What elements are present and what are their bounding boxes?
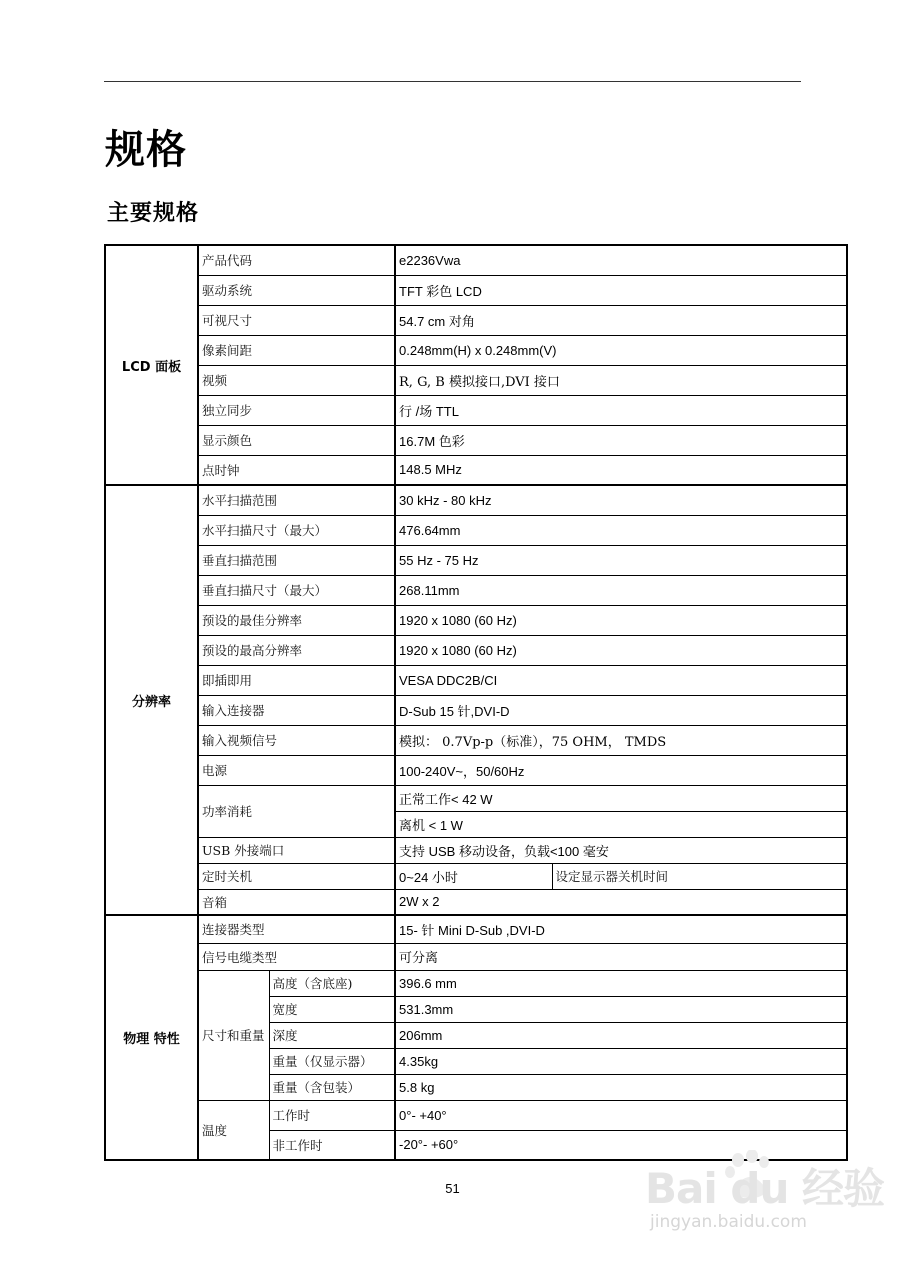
spec-value: R, G, B 模拟接口,DVI 接口 (395, 365, 847, 395)
spec-value: 支持 USB 移动设备，负载<100 毫安 (395, 837, 847, 863)
spec-value: 0~24 小时 (395, 863, 552, 889)
table-row (105, 485, 847, 515)
spec-value: 4.35kg (395, 1048, 847, 1074)
spec-value: 268.11mm (395, 575, 847, 605)
spec-value: 0.248mm(H) x 0.248mm(V) (395, 335, 847, 365)
spec-label: 预设的最佳分辨率 (198, 605, 395, 635)
spec-label: 连接器类型 (198, 915, 395, 943)
spec-group-label: 温度 (198, 1100, 269, 1160)
spec-value: 离机 < 1 W (395, 811, 847, 837)
spec-label: 可视尺寸 (198, 305, 395, 335)
spec-value: D-Sub 15 针,DVI-D (395, 695, 847, 725)
spec-value: 16.7M 色彩 (395, 425, 847, 455)
table-row (105, 635, 847, 665)
spec-value: 100-240V~，50/60Hz (395, 755, 847, 785)
spec-value: 55 Hz - 75 Hz (395, 545, 847, 575)
table-row (105, 970, 847, 996)
header-rule (104, 81, 801, 82)
spec-value: VESA DDC2B/CI (395, 665, 847, 695)
watermark-brand: Bai du 经验 (645, 1164, 884, 1213)
table-row (105, 545, 847, 575)
spec-value: 行 /场 TTL (395, 395, 847, 425)
spec-label: 信号电缆类型 (198, 943, 395, 970)
spec-label: 深度 (269, 1022, 395, 1048)
spec-value: 531.3mm (395, 996, 847, 1022)
spec-group-label: 尺寸和重量 (198, 970, 269, 1100)
table-row (105, 1100, 847, 1130)
spec-table (104, 244, 848, 1161)
spec-label: 功率消耗 (198, 785, 395, 837)
spec-value: e2236Vwa (395, 245, 847, 275)
table-row (105, 425, 847, 455)
spec-label: 像素间距 (198, 335, 395, 365)
spec-label: 垂直扫描尺寸（最大） (198, 575, 395, 605)
spec-label: 定时关机 (198, 863, 395, 889)
spec-label: 输入连接器 (198, 695, 395, 725)
category-lcd: LCD 面板 (105, 245, 198, 485)
spec-value: 模拟： 0.7Vp-p（标准），75 OHM， TMDS (395, 725, 847, 755)
spec-value: 30 kHz - 80 kHz (395, 485, 847, 515)
table-row (105, 335, 847, 365)
category-physical: 物理 特性 (105, 915, 198, 1160)
spec-value: 396.6 mm (395, 970, 847, 996)
spec-label: 高度（含底座) (269, 970, 395, 996)
table-row (105, 365, 847, 395)
table-row (105, 575, 847, 605)
spec-label: USB 外接端口 (198, 837, 395, 863)
table-row (105, 305, 847, 335)
spec-label: 驱动系统 (198, 275, 395, 305)
spec-label: 重量（含包装） (269, 1074, 395, 1100)
spec-value: 1920 x 1080 (60 Hz) (395, 635, 847, 665)
table-row (105, 785, 847, 811)
spec-value: TFT 彩色 LCD (395, 275, 847, 305)
page-number: 51 (445, 1181, 460, 1196)
table-row (105, 863, 847, 889)
spec-label: 产品代码 (198, 245, 395, 275)
section-title: 主要规格 (107, 201, 200, 226)
table-row (105, 889, 847, 915)
spec-value: 5.8 kg (395, 1074, 847, 1100)
spec-value: -20°- +60° (395, 1130, 847, 1160)
spec-value: 206mm (395, 1022, 847, 1048)
spec-value: 148.5 MHz (395, 455, 847, 485)
spec-value: 可分离 (395, 943, 847, 970)
spec-label: 即插即用 (198, 665, 395, 695)
spec-value: 1920 x 1080 (60 Hz) (395, 605, 847, 635)
spec-label: 工作时 (269, 1100, 395, 1130)
spec-value: 476.64mm (395, 515, 847, 545)
spec-note: 设定显示器关机时间 (552, 863, 847, 889)
table-row (105, 725, 847, 755)
table-row (105, 665, 847, 695)
page-title: 规格 (105, 127, 187, 173)
table-row (105, 915, 847, 943)
spec-label: 重量（仅显示器） (269, 1048, 395, 1074)
table-row (105, 605, 847, 635)
table-row (105, 943, 847, 970)
spec-value: 0°- +40° (395, 1100, 847, 1130)
spec-label: 点时钟 (198, 455, 395, 485)
spec-label: 垂直扫描范围 (198, 545, 395, 575)
watermark-url: jingyan.baidu.com (650, 1212, 807, 1232)
spec-label: 水平扫描范围 (198, 485, 395, 515)
spec-label: 非工作时 (269, 1130, 395, 1160)
spec-label: 显示颜色 (198, 425, 395, 455)
spec-label: 输入视频信号 (198, 725, 395, 755)
spec-value: 2W x 2 (395, 889, 847, 915)
spec-label: 预设的最高分辨率 (198, 635, 395, 665)
spec-label: 宽度 (269, 996, 395, 1022)
spec-label: 视频 (198, 365, 395, 395)
table-row (105, 245, 847, 275)
table-row (105, 837, 847, 863)
category-resolution: 分辨率 (105, 485, 198, 915)
table-row (105, 755, 847, 785)
table-row (105, 455, 847, 485)
spec-label: 水平扫描尺寸（最大） (198, 515, 395, 545)
spec-value: 正常工作< 42 W (395, 785, 847, 811)
spec-label: 电源 (198, 755, 395, 785)
table-row (105, 275, 847, 305)
spec-label: 音箱 (198, 889, 395, 915)
table-row (105, 695, 847, 725)
table-row (105, 395, 847, 425)
spec-value: 54.7 cm 对角 (395, 305, 847, 335)
table-row (105, 515, 847, 545)
spec-value: 15- 针 Mini D-Sub ,DVI-D (395, 915, 847, 943)
spec-label: 独立同步 (198, 395, 395, 425)
